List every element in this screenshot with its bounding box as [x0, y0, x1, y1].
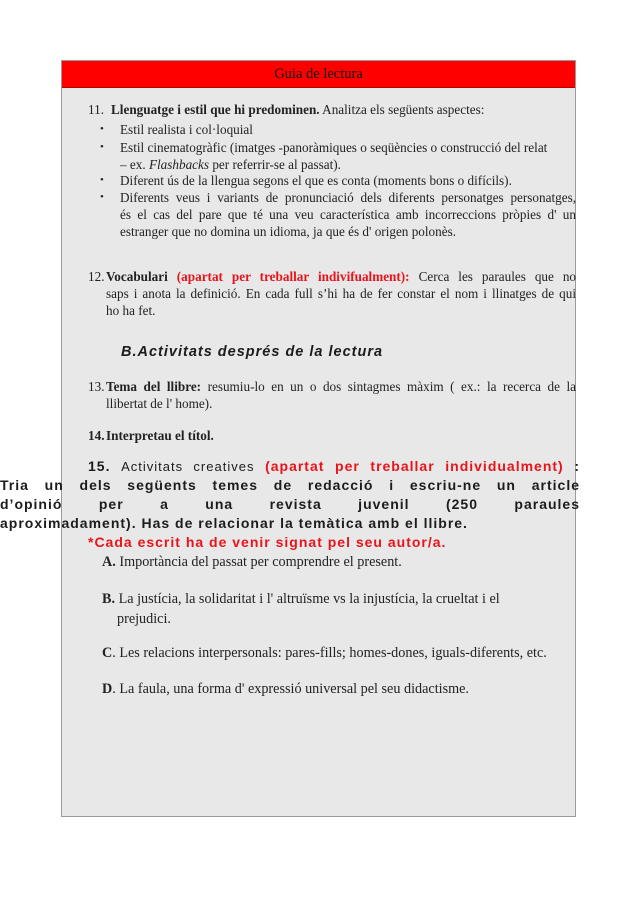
item-15-label: Activitats creatives: [121, 459, 255, 474]
item-13-number: 13.: [88, 379, 105, 394]
item-12-line1: [106, 268, 576, 285]
item-15-note: *Cada escrit ha de venir signat pel seu autor/a.: [88, 534, 447, 550]
option-a-letter: A.: [102, 554, 116, 570]
item-15-number: 15.: [88, 458, 111, 474]
option-b-line2: prejudici.: [117, 611, 171, 627]
option-d-letter: D: [102, 681, 113, 697]
item-15-line3: d’opinió per a una revista juvenil (250 paraules: [0, 496, 580, 512]
item-11-bullet-4-line3: estranger que no domina un idioma, ja que és d' origen polonès.: [120, 224, 457, 239]
item-11-intro: Analitza els següents aspectes:: [322, 102, 485, 117]
item-13-line2: llibertat de l' home).: [106, 396, 213, 411]
item-15-line1: [0, 457, 580, 476]
bullet-icon: •: [100, 191, 104, 203]
item-11-bullet-2-line1: Estil cinematogràfic (imatges -panoràmiques o seqüències o construcció del relat: [120, 140, 548, 155]
bullet-icon: •: [100, 141, 104, 153]
item-12-line3: ho ha fet.: [106, 303, 156, 318]
option-c-text: . Les relacions interpersonals: pares-fills; homes-dones, iguals-diferents, etc.: [112, 645, 547, 661]
option-c-letter: C: [102, 645, 113, 661]
item-11-bullet-3: Diferent ús de la llengua segons el que es conta (moments bons o difícils).: [120, 173, 512, 188]
item-12-title: Vocabulari: [106, 269, 168, 284]
item-12-line2: saps i anota la definició. En cada full s’hi ha de fer constar el nom i llinatges de qui: [106, 286, 576, 301]
item-15-block: [0, 457, 580, 552]
option-a-text: Importància del passat per comprendre el present.: [119, 554, 402, 570]
option-b: [102, 589, 572, 629]
item-15-line4: aproximadament). Has de relacionar la temàtica amb el llibre.: [0, 515, 468, 531]
item-13-text: [106, 378, 576, 412]
item-12-highlight: (apartat per treballar indivifualment):: [176, 269, 410, 284]
item-11-bullet-4-line1: Diferents veus i variants de pronunciació dels diferents personatges personatges,: [120, 190, 576, 205]
item-14-title: Interpretau el títol.: [106, 428, 214, 443]
item-12-line1-rest: Cerca les paraules que no: [418, 269, 577, 284]
option-d-text: . La faula, una forma d' expressió universal pel seu didactisme.: [112, 681, 469, 697]
item-13-line1: [106, 378, 576, 395]
item-13-title: Tema del llibre:: [106, 379, 202, 394]
text: per referrir-se al passat).: [209, 157, 341, 172]
item-12-text: [106, 268, 576, 319]
option-d: [102, 679, 572, 699]
item-14-text: [106, 427, 214, 444]
item-11-bullet-1: Estil realista i col·loquial: [120, 122, 253, 137]
item-11-bullet-2-line2: [120, 156, 576, 173]
item-14-number: 14.: [88, 428, 105, 443]
guide-title: Guia de lectura: [62, 61, 575, 88]
item-15-line2: Tria un dels següents temes de redacció i escriu-ne un article: [0, 477, 580, 493]
flashbacks-term: Flashbacks: [148, 157, 210, 172]
bullet-icon: •: [100, 123, 104, 135]
section-b-title: B.Activitats després de la lectura: [121, 344, 384, 360]
item-13-line1-rest: resumiu-lo en un o dos sintagmes màxim ( ex.: la recerca de la: [207, 379, 576, 394]
text: – ex.: [120, 157, 149, 172]
item-11-title: Llenguatge i estil que hi predominen.: [111, 102, 320, 117]
option-a: [102, 552, 572, 572]
item-15-highlight: (apartat per treballar individualment): [265, 458, 564, 474]
bullet-icon: •: [100, 174, 104, 186]
item-11-number: 11.: [88, 102, 104, 117]
item-11-heading: [111, 101, 576, 118]
item-12-number: 12.: [88, 269, 105, 284]
option-c: [102, 643, 572, 663]
option-b-letter: B.: [102, 591, 116, 607]
item-11-bullet-4: [120, 189, 576, 240]
item-11-bullet-2: [120, 139, 576, 173]
option-b-line1: La justícia, la solidaritat i l' altruïsme vs la injustícia, la crueltat i el: [118, 591, 500, 607]
item-15-colon: :: [574, 458, 580, 474]
item-11-bullet-4-line2: és el cas del pare que té una veu característica amb incorreccions pròpies d' un: [120, 207, 576, 222]
